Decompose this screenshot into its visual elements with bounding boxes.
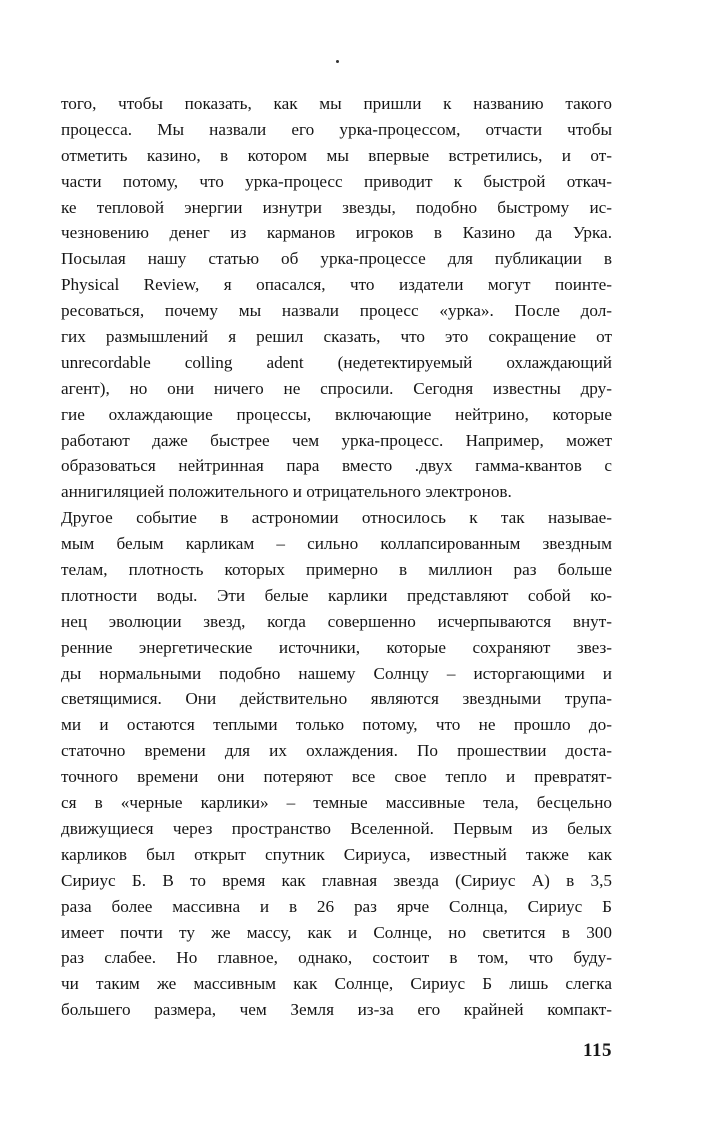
text-line: образоваться нейтринная пара вместо .двух гамма-квантов с [61,456,612,476]
text-line: Посылая нашу статью об урка-процессе для публикации в [61,249,612,269]
text-line: чезновению денег из карманов игроков в Казино да Урка. [61,223,612,243]
text-line: ресоваться, почему мы назвали процесс «урка». После дол- [61,301,612,321]
text-line: мым белым карликам – сильно коллапсированным звездным [61,534,612,554]
text-line: процесса. Мы назвали его урка-процессом, отчасти чтобы [61,119,612,139]
text-line: агент), но они ничего не спросили. Сегодня известны дру- [61,378,612,398]
text-line: нец эволюции звезд, когда совершенно исчерпываются внут- [61,611,612,631]
text-line: Physical Review, я опасался, что издатели могут поинте- [61,275,612,295]
text-line: гие охлаждающие процессы, включающие нейтрино, которые [61,404,612,424]
paragraph-end-line: аннигиляцией положительного и отрицательного электронов. [61,482,512,502]
text-line: движущиеся через пространство Вселенной. Первым из белых [61,818,612,838]
text-line: телам, плотность которых примерно в миллион раз больше [61,560,612,580]
body-text [61,91,612,1023]
text-line: раза более массивна и в 26 раз ярче Солнца, Сириус Б [61,896,612,916]
text-line: гих размышлений я решил сказать, что это сокращение от [61,327,612,347]
page-number: 115 [583,1040,612,1061]
text-line: того, чтобы показать, как мы пришли к названию такого [61,94,612,113]
text-line: работают даже быстрее чем урка-процесс. Например, может [61,430,612,450]
paragraph-first-line: Другое событие в астрономии относилось к так называе- [61,508,612,528]
text-line: чи таким же массивным как Солнце, Сириус Б лишь слегка [61,974,612,994]
text-line: ке тепловой энергии изнутри звезды, подобно быстрому ис- [61,197,612,217]
text-line: части потому, что урка-процесс приводит к быстрой откач- [61,171,612,191]
text-line: плотности воды. Эти белые карлики представляют собой ко- [61,585,612,605]
top-dot-mark [336,60,339,63]
text-line: ми и остаются теплыми только потому, что не прошло до- [61,715,612,735]
text-line: имеет почти ту же массу, как и Солнце, но светится в 300 [61,922,612,942]
text-line: unrecordable colling adent (недетектируемый охлаждающий [61,352,612,372]
text-line: ренние энергетические источники, которые сохраняют звез- [61,637,612,657]
text-line: большего размера, чем Земля из-за его крайней компакт- [61,1000,612,1020]
text-line: Сириус Б. В то время как главная звезда (Сириус А) в 3,5 [61,870,612,890]
text-line: отметить казино, в котором мы впервые встретились, и от- [61,145,612,165]
text-line: ды нормальными подобно нашему Солнцу – исторгающими и [61,663,612,683]
text-line: карликов был открыт спутник Сириуса, известный также как [61,844,612,864]
text-line: раз слабее. Но главное, однако, состоит в том, что буду- [61,948,612,968]
text-line: точного времени они потеряют все свое тепло и превратят- [61,767,612,787]
text-line: статочно времени для их охлаждения. По прошествии доста- [61,741,612,761]
text-line: светящимися. Они действительно являются звездными трупа- [61,689,612,709]
text-line: ся в «черные карлики» – темные массивные тела, бесцельно [61,793,612,813]
